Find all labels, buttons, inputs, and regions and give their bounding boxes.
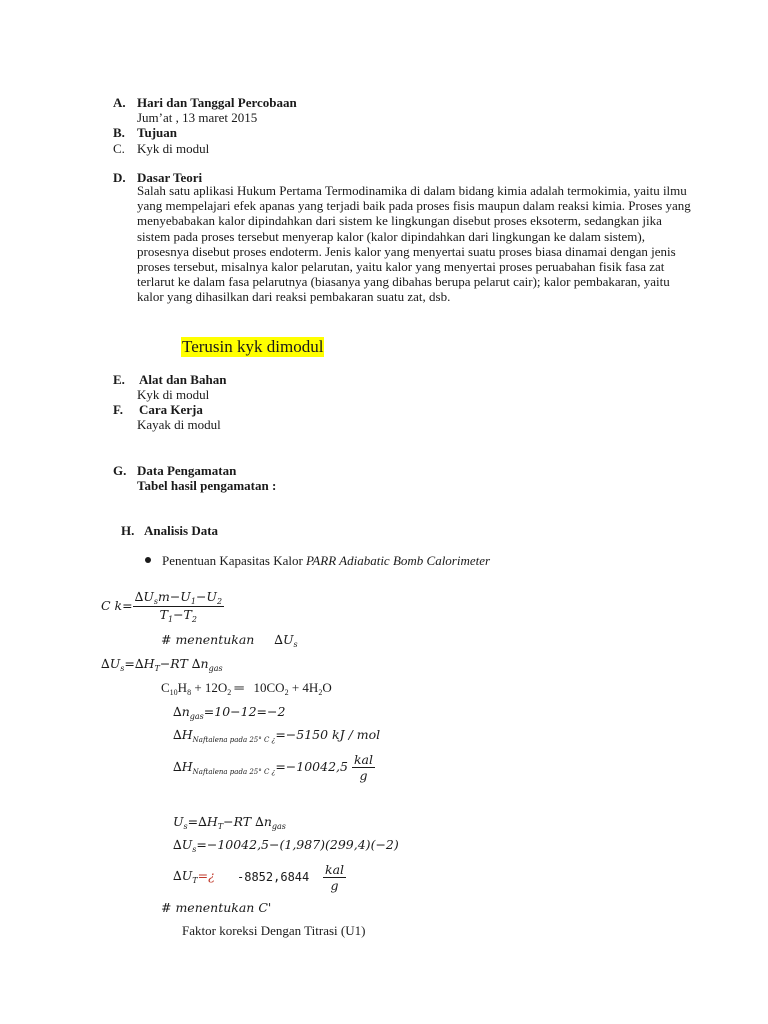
ck-lhs: C k= [101, 598, 133, 613]
reaction-o: O [322, 680, 332, 695]
dus-mid: =∆H [124, 656, 155, 671]
section-a-title: Hari dan Tanggal Percobaan [137, 95, 297, 110]
section-b-title: Tujuan [137, 125, 177, 140]
dus-lhs-sub: s [120, 664, 125, 673]
section-g-letter: G. [113, 463, 127, 478]
dus-lhs: ∆U [101, 656, 121, 671]
section-f-title: Cara Kerja [139, 402, 203, 417]
dut-lhs: ∆U [173, 868, 193, 883]
dh2-fraction [352, 752, 375, 783]
section-a-content: Jum’at , 13 maret 2015 [137, 110, 258, 125]
dus-rest-sub: gas [208, 664, 223, 673]
dut-fraction-wrap [323, 862, 346, 893]
dut-frac-num: kal [325, 862, 345, 877]
dut-fraction [323, 862, 346, 893]
bullet-text: Penentuan Kapasitas Kalor [162, 553, 307, 568]
reaction-h2o-sub: 2 [318, 688, 323, 697]
ck-num-m-u: m−U [157, 589, 191, 604]
us2-rest-sub: gas [271, 822, 286, 831]
section-d-letter: D. [113, 170, 126, 185]
section-f-content: Kayak di modul [137, 417, 221, 432]
us2-sub: s [183, 822, 188, 831]
ck-num-minus-u: −U [195, 589, 217, 604]
bullet-item [162, 553, 490, 569]
dut-line [173, 868, 215, 885]
section-e-content: Kyk di modul [137, 387, 210, 402]
section-e-letter: E. [113, 372, 125, 387]
reaction-h2o: + 4H [288, 680, 319, 695]
section-h-title: Analisis Data [144, 523, 219, 538]
reaction-co2-sub: 2 [284, 688, 289, 697]
dus2-sub: s [192, 845, 197, 854]
dngas-lhs: ∆n [173, 704, 190, 719]
section-c-letter: C. [113, 141, 125, 156]
section-c-content: Kyk di modul [137, 141, 210, 156]
ck-den-t: T [159, 607, 168, 622]
us-formula-2 [173, 814, 286, 831]
section-d-title: Dasar Teori [137, 170, 203, 185]
dh1-rest: =−5150 kJ / mol [275, 727, 381, 742]
dus-mid-sub: T [154, 664, 160, 673]
dus2-lhs: ∆U [173, 837, 193, 852]
menentukan-us-sub: s [293, 640, 298, 649]
section-h-letter: H. [121, 523, 135, 538]
reaction-h-sub: 8 [187, 688, 192, 697]
dus-formula [101, 656, 223, 673]
bullet-italic: PARR Adiabatic Bomb Calorimeter [306, 553, 491, 568]
ck-num-sub-1: 1 [190, 597, 196, 606]
dut-rest: =¿ [197, 868, 215, 883]
dngas-rest: =10−12=−2 [203, 704, 286, 719]
section-e-title: Alat dan Bahan [139, 372, 227, 387]
menentukan-c-line: # menentukan C' [161, 900, 272, 915]
dh1-sub: Naftalena pada 25° C ¿ [192, 736, 276, 744]
reaction-o2: + 12O [191, 680, 228, 695]
us2-mid: =∆H [187, 814, 218, 829]
dus-rest: −RT ∆n [159, 656, 209, 671]
ck-fraction [133, 589, 224, 624]
ck-num-sub-2: 2 [216, 597, 223, 606]
ck-den-sub-2: 2 [191, 615, 197, 624]
reaction-c: C [161, 680, 170, 695]
section-g-subtitle: Tabel hasil pengamatan : [137, 478, 277, 493]
ck-formula [101, 589, 224, 624]
ck-num-du: ∆U [134, 589, 154, 604]
dh-naftalena-2 [173, 752, 375, 783]
ck-den-sub-1: 1 [167, 615, 174, 624]
dut-sub: T [192, 876, 198, 885]
dh2-frac-den: g [359, 768, 368, 783]
dus-calc [173, 837, 399, 854]
us2-rest: −RT ∆n [223, 814, 272, 829]
ck-den-minus-t: −T [173, 607, 192, 622]
us2-mid-sub: T [217, 822, 224, 831]
reaction-h: H [177, 680, 188, 695]
reaction-arrow: ═ [234, 680, 244, 695]
dut-value: -8852,6844 [237, 870, 310, 884]
dh2-rest: =−10042,5 [275, 759, 348, 774]
section-g-title: Data Pengamatan [137, 463, 237, 478]
reaction-c-sub: 10 [169, 688, 178, 697]
menentukan-us-var: ∆U [274, 632, 294, 647]
reaction-equation [161, 680, 332, 697]
menentukan-us-label: # menentukan [161, 632, 255, 647]
us2-lhs: U [173, 814, 184, 829]
section-f-letter: F. [113, 402, 123, 417]
ck-numerator [133, 589, 224, 607]
dut-frac-den: g [330, 878, 339, 893]
reaction-co2: 10CO [253, 680, 285, 695]
dngas-line [173, 704, 285, 721]
dh-naftalena-1 [173, 727, 380, 744]
highlight-note: Terusin kyk dimodul [182, 337, 324, 356]
dh1-lhs: ∆H [173, 727, 193, 742]
dngas-sub: gas [189, 712, 204, 721]
reaction-o2-sub: 2 [227, 688, 232, 697]
dh2-sub: Naftalena pada 25° C ¿ [192, 768, 276, 776]
dh2-lhs: ∆H [173, 759, 193, 774]
faktor-koreksi-line: Faktor koreksi Dengan Titrasi (U1) [182, 923, 366, 938]
section-a-letter: A. [113, 95, 126, 110]
ck-num-sub-s: s [153, 597, 158, 606]
bullet-dot [145, 557, 151, 563]
dasar-teori-paragraph: Salah satu aplikasi Hukum Pertama Termodinamika di dalam bidang kimia adalah termokimia, yaitu ilmu yang mempelajari efek apanas yang terjadi baik pada proses fisis maupun dalam reaksi kimia. Proses yang menyebabakan kalor dipindahkan dari sistem ke lingkungan disebut proses eksoterm, sedangkan jika sistem pada proses tersebut menyerap kalor (kalor dipindahkan dari lingkungan ke dalam sistem), prosesnya disebut proses endoterm. Jenis kalor yang menyertai suatu proses biasa dinamai dengan jenis proses tersebut, misalnya kalor pelarutan, yaitu kalor yang menyertai proses peruabahan fisik fasa zat terlarut ke dalam fasa pelarutnya (biasanya yang dibahas berupa pelarut cair); kalor pembakaran, yaitu kalor yang dihasilkan dari reaksi pembakaran suatu zat, dsb. [137, 183, 691, 305]
dus2-rest: =−10042,5−(1,987)(299,4)(−2) [196, 837, 399, 852]
dh2-frac-num: kal [353, 752, 373, 767]
ck-denominator [133, 607, 224, 624]
menentukan-us-line [161, 632, 298, 649]
section-b-letter: B. [113, 125, 125, 140]
